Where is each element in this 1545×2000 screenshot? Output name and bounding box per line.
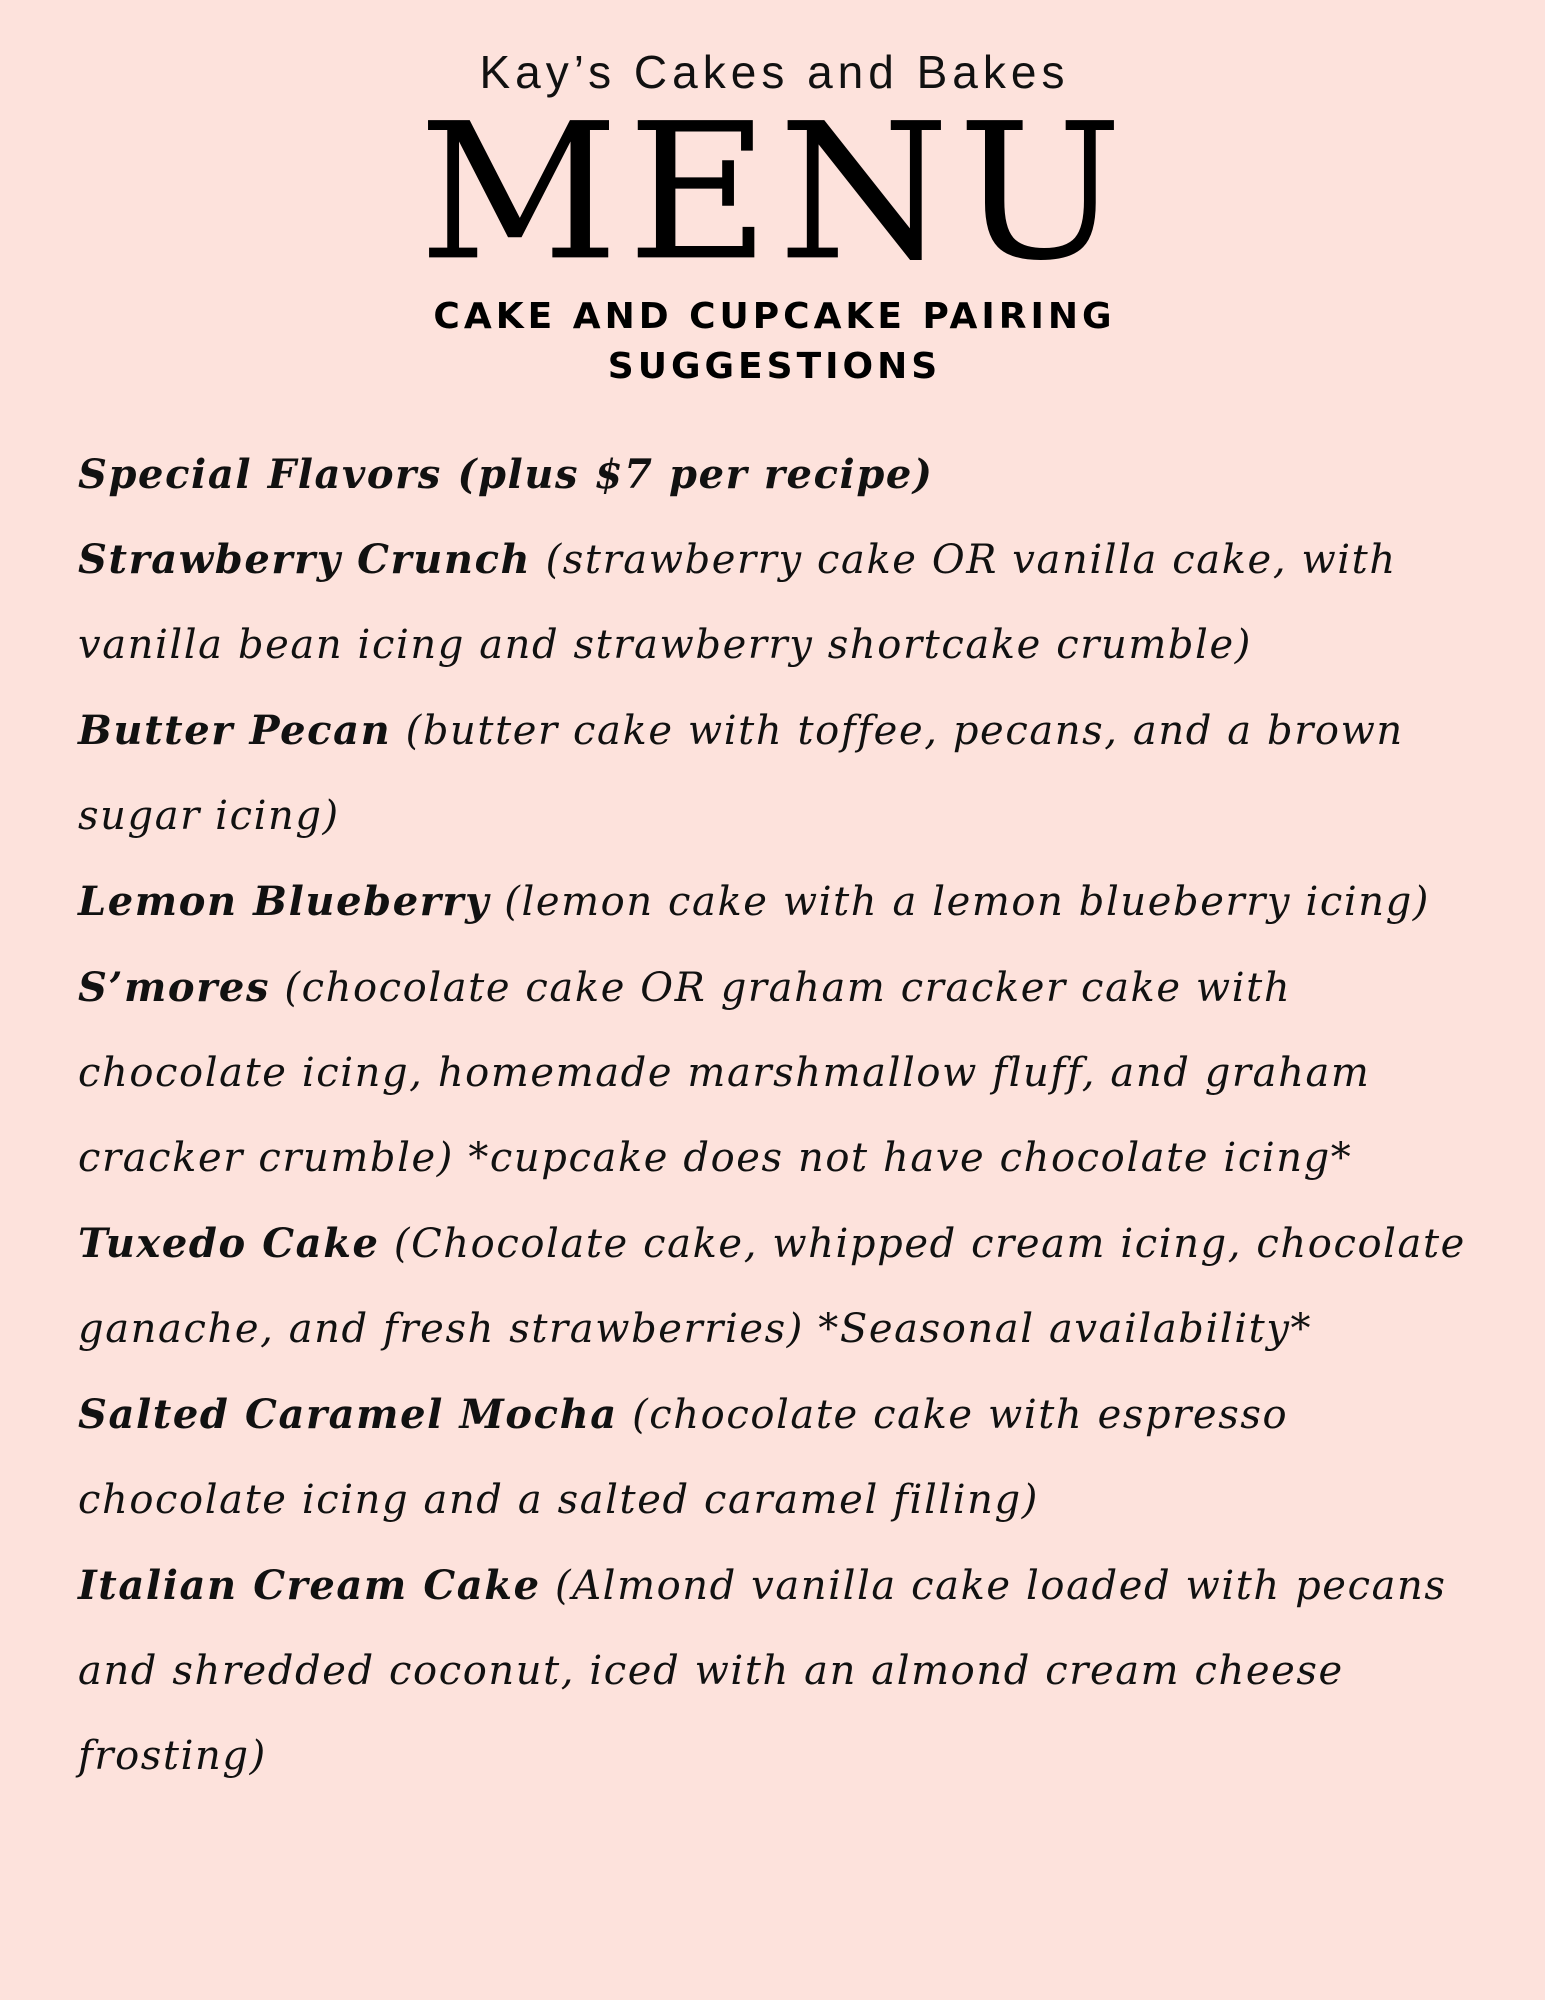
menu-content — [78, 432, 1475, 1799]
menu-subtitle — [76, 292, 1473, 392]
menu-header — [76, 0, 1473, 392]
menu-item-description: (Almond vanilla cake loaded with pecans and shredded coconut, iced with an almond cream cheese frosting) — [78, 1563, 1447, 1779]
bakery-name: Kay’s Cakes and Bakes — [479, 46, 1070, 98]
menu-item-description: (chocolate cake with espresso chocolate icing and a salted caramel filling) — [78, 1392, 1289, 1523]
menu-item-name: Lemon Blueberry — [78, 878, 490, 925]
menu-item-italian-cream-cake — [78, 1543, 1475, 1799]
menu-item-description: (butter cake with toffee, pecans, and a brown sugar icing) — [78, 708, 1404, 839]
menu-item-description: (Chocolate cake, whipped cream icing, chocolate ganache, and fresh strawberries) *Seasonal availability* — [78, 1221, 1466, 1352]
section-heading: Special Flavors (plus $7 per recipe) — [78, 451, 934, 498]
menu-item-butter-pecan — [78, 688, 1475, 859]
menu-item-name: S’mores — [78, 964, 271, 1011]
menu-subtitle-line-1: CAKE AND CUPCAKE PAIRING — [433, 296, 1116, 337]
menu-subtitle-line-2: SUGGESTIONS — [607, 346, 942, 387]
menu-title: MENU — [418, 83, 1131, 303]
menu-item-name: Tuxedo Cake — [78, 1220, 380, 1267]
menu-item-smores — [78, 945, 1475, 1201]
menu-item-name: Italian Cream Cake — [78, 1562, 541, 1609]
menu-item-description: (chocolate cake OR graham cracker cake with chocolate icing, homemade marshmallow fluff, and graham cracker crumble) *cupcake does not have chocolate icing* — [78, 965, 1371, 1181]
menu-item-salted-caramel-mocha — [78, 1372, 1475, 1543]
menu-item-tuxedo-cake — [78, 1201, 1475, 1372]
menu-item-description: (lemon cake with a lemon blueberry icing) — [489, 879, 1431, 925]
menu-item-description: (strawberry cake OR vanilla cake, with vanilla bean icing and strawberry shortcake crumble) — [78, 537, 1397, 668]
menu-item-name: Salted Caramel Mocha — [78, 1391, 618, 1438]
menu-item-name: Strawberry Crunch — [78, 536, 532, 583]
menu-item-lemon-blueberry — [78, 859, 1475, 945]
menu-item-strawberry-crunch — [78, 517, 1475, 688]
menu-item-name: Butter Pecan — [78, 707, 392, 754]
